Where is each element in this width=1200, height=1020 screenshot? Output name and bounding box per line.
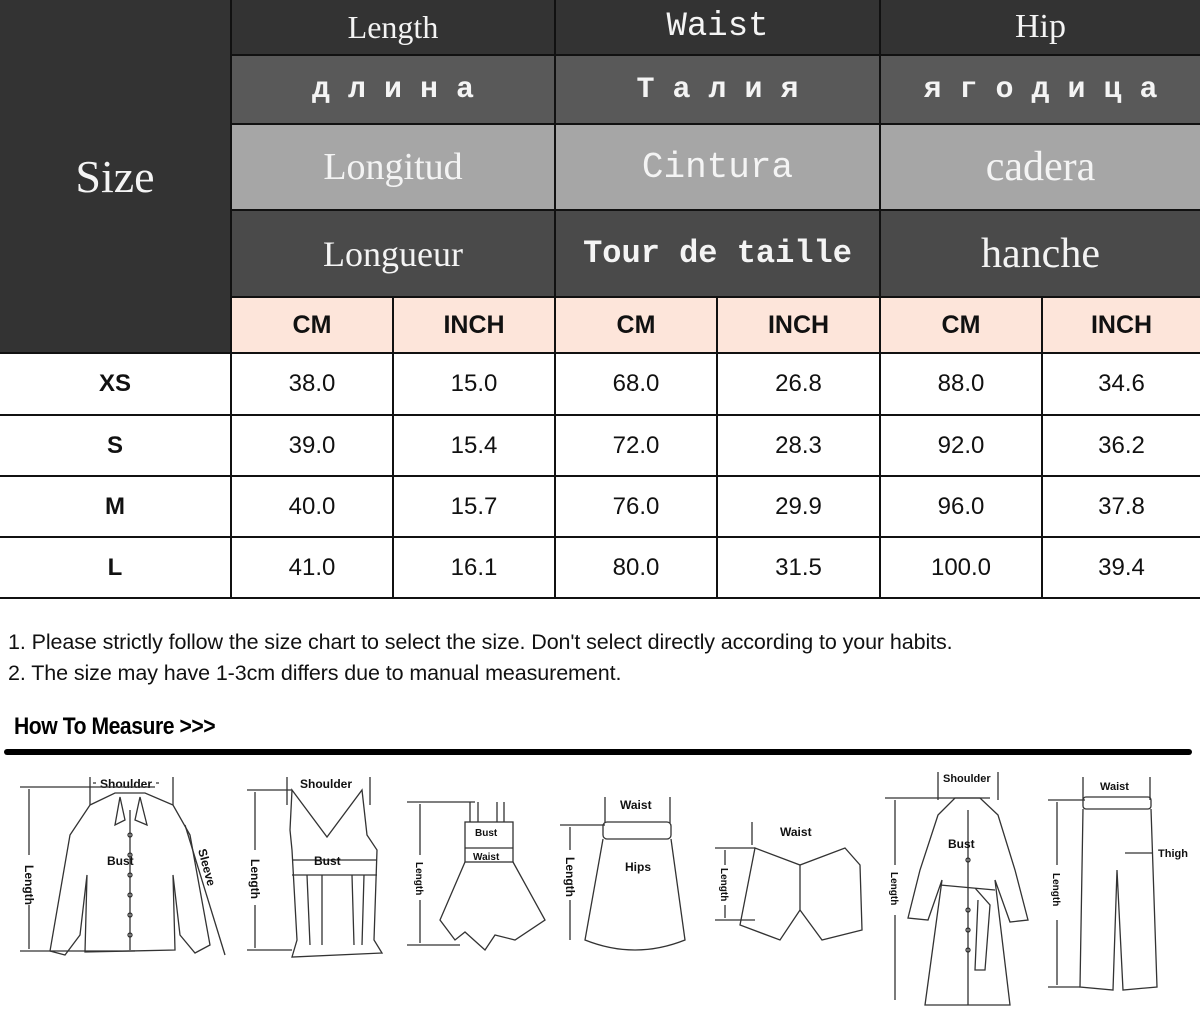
header-waist-en: Waist [556,0,881,56]
svg-text:Shoulder: Shoulder [300,777,353,791]
svg-text:Bust: Bust [475,828,498,839]
table-cell: 15.4 [394,416,556,477]
table-cell: 16.1 [394,538,556,599]
header-waist-ru: Т а л и я [556,56,881,125]
table-cell: 39.0 [232,416,394,477]
note-2: 2. The size may have 1-3cm differs due to manual measurement. [8,661,622,685]
dress-diagram-icon [405,800,555,975]
skirt-diagram-icon [555,795,695,965]
svg-text:Waist: Waist [473,852,500,863]
table-cell: 28.3 [718,416,881,477]
table-cell: 96.0 [881,477,1043,538]
table-cell: 39.4 [1043,538,1200,599]
pants-diagram-icon [1045,775,1200,1005]
unit-hip-inch: INCH [1043,298,1200,354]
svg-text:Length: Length [413,862,424,896]
table-cell: 92.0 [881,416,1043,477]
header-length-en: Length [232,0,556,56]
table-cell: 37.8 [1043,477,1200,538]
unit-length-cm: CM [232,298,394,354]
svg-text:Length: Length [248,859,262,899]
svg-text:Length: Length [888,872,899,906]
svg-text:Hips: Hips [625,860,652,874]
divider [4,749,1192,755]
table-cell: 38.0 [232,354,394,416]
blouse-diagram-icon [15,775,235,975]
table-cell: 26.8 [718,354,881,416]
svg-text:Bust: Bust [107,854,134,868]
size-label: M [0,477,232,538]
header-hip-en: Hip [881,0,1200,56]
svg-text:Length: Length [563,857,577,897]
svg-text:Thigh: Thigh [1158,848,1188,860]
unit-length-inch: INCH [394,298,556,354]
table-cell: 72.0 [556,416,718,477]
header-length-ru: д л и н а [232,56,556,125]
table-cell: 76.0 [556,477,718,538]
svg-text:Bust: Bust [948,837,975,851]
table-cell: 41.0 [232,538,394,599]
svg-text:Bust: Bust [314,854,341,868]
header-length-es: Longitud [232,125,556,211]
header-waist-fr: Tour de taille [556,211,881,298]
size-label: XS [0,354,232,416]
table-cell: 68.0 [556,354,718,416]
unit-hip-cm: CM [881,298,1043,354]
size-header: Size [0,0,232,354]
svg-text:Sleeve: Sleeve [195,847,219,888]
tank-top-diagram-icon [242,775,392,975]
svg-text:Waist: Waist [1100,781,1129,793]
svg-text:Length: Length [22,865,36,905]
table-cell: 88.0 [881,354,1043,416]
header-hip-ru: я г о д и ц а [881,56,1200,125]
svg-text:Length: Length [718,868,729,902]
table-cell: 100.0 [881,538,1043,599]
table-cell: 36.2 [1043,416,1200,477]
svg-text:Shoulder: Shoulder [943,773,991,785]
unit-waist-cm: CM [556,298,718,354]
coat-diagram-icon [880,770,1060,1010]
size-label: S [0,416,232,477]
header-hip-es: cadera [881,125,1200,211]
unit-waist-inch: INCH [718,298,881,354]
shorts-diagram-icon [710,820,870,950]
table-cell: 15.0 [394,354,556,416]
table-cell: 40.0 [232,477,394,538]
table-cell: 34.6 [1043,354,1200,416]
header-hip-fr: hanche [881,211,1200,298]
svg-text:Shoulder: Shoulder [100,777,153,791]
table-cell: 15.7 [394,477,556,538]
svg-text:Waist: Waist [780,825,812,839]
header-waist-es: Cintura [556,125,881,211]
svg-text:Waist: Waist [620,798,652,812]
table-cell: 31.5 [718,538,881,599]
note-1: 1. Please strictly follow the size chart to select the size. Don't select directly according to your habits. [8,630,953,654]
table-cell: 80.0 [556,538,718,599]
size-label: L [0,538,232,599]
header-length-fr: Longueur [232,211,556,298]
how-to-measure-title: How To Measure >>> [14,713,216,740]
table-cell: 29.9 [718,477,881,538]
svg-text:Length: Length [1050,873,1061,907]
